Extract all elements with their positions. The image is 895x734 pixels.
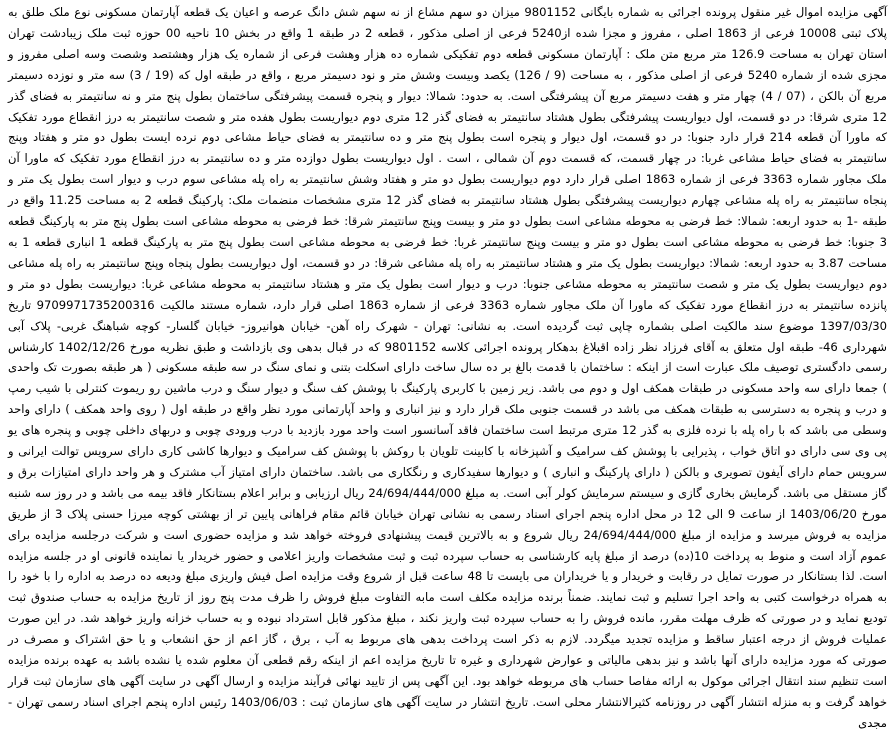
auction-notice-text: آگهی مزایده اموال غیر منقول پرونده اجرائی به شماره بایگانی 9801152 میزان دو سهم مشاع از نه سهم شش دانگ عرصه و اعیان یک قطعه آپارتمان مسکونی نوع ملک طلق به پلاک ثبتی 10008 فرعی از 1863 اصلی ، مفروز و مجزا شده از5240 فرعی از اصلی مذکور ، قطعه 2 در طبقه 1 واقع در بخش 10 ناحیه 00 حوزه ثبت ملک زیبادشت تهران استان تهران به مساحت 126.9 متر مربع متن ملک : آپارتمان مسکونی قطعه دوم تفکیکی شماره ده هزار وهشت فرعی از شماره یک هزار وهشتصد وشصت وسه اصلی مفروز و مجزی شده از شماره 5240 فرعی از اصلی مذکور ، به مساحت (9 / 126) یکصد وبیست وشش متر و نود دسیمتر مربع ، واقع در طبقه اول که (19 / 3) سه متر و نوزده دسیمتر مربع آن بالکن ، (07 / 4) چهار متر و هفت دسیمتر مربع آن پیشرفتگی است. به حدود: شمالا: دیوار و پنجره قسمت پیشرفتگی ساختمان بطول پنج متر و نه سانتیمتر به فضای گذر 12 متری شرقا: در دو قسمت، اول دیواریست پیشرفتگی بطول هشتاد سانتیمتر به فضای گذر 12 متری دوم دیواریست بطول هفده متر و شصت سانتیمتر به درز انقطاع مورد تفکیک که ماورا آن قطعه 214 قرار دارد جنوبا: در دو قسمت، اول دیوار و پنجره است بطول پنج متر و ده سانتیمتر به فضای حیاط مشاعی دوم نرده ایست بطول دو متر و هفتاد وپنج سانتیمتر به فضای حیاط مشاعی غربا: در چهار قسمت، که قسمت دوم آن شمالی ، است . اول دیواریست بطول دوازده متر و ده سانتیمتر به درز انقطاع مورد تفکیک که ماورا آن ملک مجاور شماره 3363 فرعی از شماره 1863 اصلی قرار دارد دوم دیواریست بطول دو متر و هفتاد وشش سانتیمتر به راه پله مشاعی سوم درب و دیوار است بطول یک متر و پنجاه سانتیمتر به راه پله مشاعی چهارم دیواریست پیشرفتگی بطول هشتاد سانتیمتر به فضای گذر 12 متری مشخصات منضمات ملک: پارکینگ قطعه 2 به مساحت 11.25 واقع در طبقه -1 به حدود اربعه: شمالا: خط فرضی به محوطه مشاعی است بطول دو متر و بیست وپنج سانتیمتر شرقا: خط فرضی به محوطه مشاعی است بطول پنج متر به پارکینگ قطعه 3 جنوبا: خط فرضی به محوطه مشاعی است بطول دو متر و بیست وپنج سانتیمتر غربا: خط فرضی به محوطه مشاعی است بطول پنج متر به پارکینگ قطعه 1 انباری قطعه 1 به مساحت 3.87 به حدود اربعه: شمالا: دیواریست بطول یک متر و هشتاد سانتیمتر به راه پله مشاعی شرقا: در دو قسمت، اول دیواریست بطول پنجاه وپنج سانتیمتر به راه پله مشاعی دوم دیواریست بطول یک متر و شصت سانتیمتر به محوطه مشاعی جنوبا: درب و دیوار است بطول یک متر و هشتاد سانتیمتر به محوطه مشاعی غربا: دیواریست بطول دو متر و پانزده سانتیمتر به درز انقطاع مورد تفکیک که ماورا آن ملک مجاور شماره 3363 فرعی از شماره 1863 اصلی قرار دارد، شماره مستند مالکیت 9709971735200316 تاریخ 1397/03/30 موضوع سند مالکیت اصلی بشماره چاپی ثبت گردیده است. به نشانی: تهران - شهرک راه آهن- خیابان هوانیروز- خیابان گلسار- کوچه شباهنگ غربی- پلاک آبی شهرداری 46- طبقه اول متعلق به آقای فرزاد نظر زاده اقبلاغ بدهکار پرونده اجرائی کلاسه 9801152 که در قبال بدهی وی بازداشت و طبق نظریه مورخ 1402/12/26 کارشناس رسمی دادگستری توصیف ملک عبارت است از اینکه : ساختمان با قدمت بالغ بر ده سال ساخت دارای اسکلت بتنی و نمای سنگ در سه طبقه مسکونی ( هر طبقه بصورت تک واحدی ) جمعا دارای سه واحد مسکونی در طبقات همکف اول و دوم می باشد. زیر زمین با کاربری پارکینگ با پوشش کف سنگ و دیوار سنگ و درب ماشین رو ریموت کنترلی با شیب رمپ و درب و پنجره به دسترسی به طبقات همکف می باشد در قسمت جنوبی ملک قرار دارد و نیز انباری و واحد آپارتمانی مورد نظر واقع در طبقه اول ( روی واحد همکف ) دارای واحد وسطی می باشد که با راه پله با نرده فلزی به گذر 12 متری مرتبط است ساختمان فاقد آسانسور است واحد مورد بازدید با درب ورودی چوبی و دربهای داخلی چوبی و پنجره های یو پی وی سی دارای دو اتاق خواب ، پذیرایی با پوشش کف سرامیک و آشپزخانه با کابینت تلویان با روکش با پوشش کف سرامیک و دیوارها کاشی کاری دارای سرویس توالت ایرانی و سرویس حمام دارای آیفون تصویری و بالکن ( دارای پارکینگ و انباری ) و دیوارها سفیدکاری و رنگکاری می باشد. ساختمان دارای امتیاز آب مشترک و هر واحد دارای امتیازات برق و گاز مستقل می باشد. گرمایش بخاری گازی و سیستم سرمایش کولر آبی است. به مبلغ 24/694/444/000 ریال ارزیابی و برابر اعلام بستانکار فاقد بیمه می باشد و در روز سه شنبه مورخ 1403/06/20 از ساعت 9 الی 12 در محل اداره پنجم اجرای اسناد رسمی به نشانی تهران خیابان قائم مقام فراهانی پایین تر از بهشتی کوچه میرزا حسنی پلاک 3 از طریق مزایده به فروش میرسد و مزایده از مبلغ 24/694/444/000 ریال شروع و به بالاترین قیمت پیشنهادی فروخته خواهد شد و مزایده حضوری است و شرکت درجلسه مزایده برای عموم آزاد است و منوط به پرداخت 10(ده) درصد از مبلغ پایه کارشناسی به حساب سپرده ثبت و ثبت مشخصات واریز اعلامی و حضور خریدار یا نماینده قانونی او در جلسه مزایده است. لذا بستانکار در صورت تمایل در رقابت و خریدار و یا خریداران می بایست تا 48 ساعت قبل از شروع وقت مزایده اصل فیش واریزی مبلغ ودیعه ده درصد به اداره را با خود را به همراه درخواست کتبی به واحد اجرا تسلیم و ثبت نمایند. ضمناً برنده مزایده مکلف است مابه التفاوت مبلغ فروش را ظرف مدت پنج روز از تاریخ مزایده به حساب صندوق ثبت تودیع نماید و در صورتی که ظرف مهلت مقرر، مانده فروش را به حساب سپرده ثبت واریز نکند ، مبلغ مذکور قابل استرداد نبوده و به حساب خزانه واریز خواهد شد. در این صورت عملیات فروش از درجه اعتبار ساقط و مزایده تجدید میگردد. لازم به ذکر است پرداخت بدهی های مربوط به آب ، برق ، گاز اعم از حق انشعاب و یا حق اشتراک و مصرف در صورتی که مورد مزایده دارای آنها باشد و نیز بدهی مالیاتی و عوارض شهرداری و غیره تا تاریخ مزایده اعم از اینکه رقم قطعی آن معلوم شده یا نشده باشد به عهده برنده مزایده است تنظیم سند انتقال اجرائی موکول به ارائه مفاصا حساب های مربوطه خواهد بود. این آگهی پس از تایید نهائی فرآیند مزایده و ارسال آگهی در سایت آگهی های سازمان ثبت قرار خواهد گرفت و به منزله انتشار آگهی در روزنامه کثیرالانتشار محلی است. تاریخ انتشار در سایت آگهی های سازمان ثبت : 1403/06/03 رئیس اداره پنجم اجرای اسناد رسمی تهران - مجدی — [8, 5, 887, 730]
